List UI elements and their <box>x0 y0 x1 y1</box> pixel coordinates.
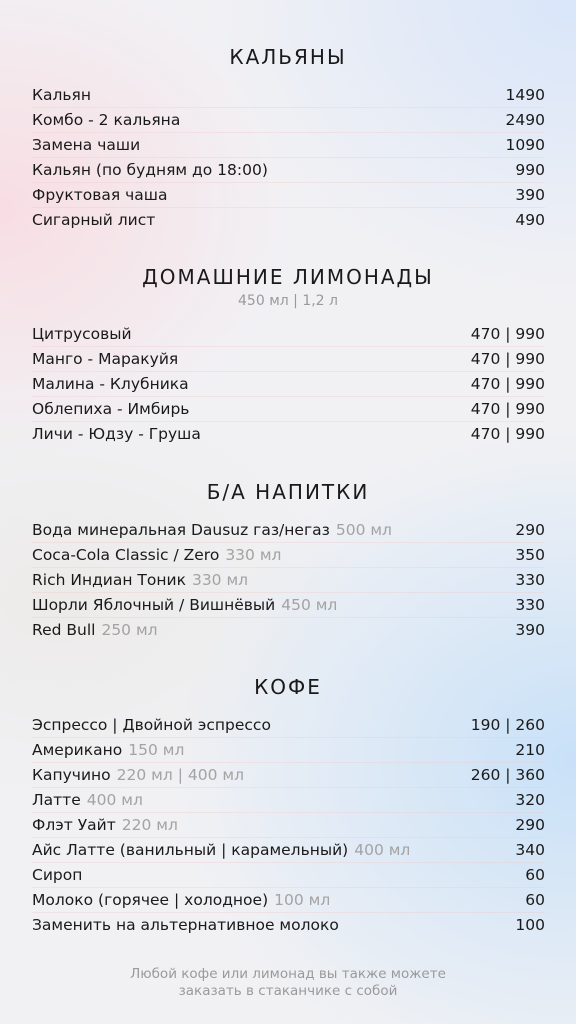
list-item <box>32 593 545 618</box>
list-item <box>32 888 545 913</box>
section-title: КАЛЬЯНЫ <box>229 45 347 69</box>
item-name: Заменить на альтернативное молоко <box>32 916 339 934</box>
item-price: 210 <box>515 741 545 759</box>
lemonades-list <box>32 322 545 447</box>
list-item <box>32 322 545 347</box>
list-item <box>32 813 545 838</box>
item-name: Малина - Клубника <box>32 375 189 393</box>
list-item <box>32 518 545 543</box>
item-volume: 250 мл <box>101 621 158 639</box>
item-name: Личи - Юдзу - Груша <box>32 425 201 443</box>
list-item <box>32 158 545 183</box>
item-price: 1090 <box>505 136 545 154</box>
item-volume: 400 мл <box>354 841 411 859</box>
item-volume: 400 мл <box>86 791 143 809</box>
item-volume: 150 мл <box>128 741 185 759</box>
coffee-list <box>32 713 545 938</box>
item-price: 470 | 990 <box>470 425 545 443</box>
item-price: 470 | 990 <box>470 350 545 368</box>
item-name: Капучино <box>32 766 111 784</box>
item-price: 390 <box>515 621 545 639</box>
list-item <box>32 183 545 208</box>
soft-drinks-list <box>32 518 545 643</box>
item-price: 2490 <box>505 111 545 129</box>
footer-line: заказать в стаканчике с собой <box>178 983 398 999</box>
section-subtitle: 450 мл | 1,2 л <box>238 293 338 309</box>
item-name: Латте <box>32 791 81 809</box>
item-price: 330 <box>515 571 545 589</box>
list-item <box>32 133 545 158</box>
hookah-list <box>32 83 545 233</box>
section-title: Б/А НАПИТКИ <box>206 480 370 504</box>
list-item <box>32 863 545 888</box>
section-title: КОФЕ <box>254 675 322 699</box>
list-item <box>32 83 545 108</box>
item-name: Флэт Уайт <box>32 816 116 834</box>
footer-note <box>0 966 576 1000</box>
item-price: 490 <box>515 211 545 229</box>
item-price: 60 <box>525 866 545 884</box>
item-price: 470 | 990 <box>470 325 545 343</box>
item-volume: 330 мл <box>191 571 249 589</box>
item-price: 1490 <box>505 86 545 104</box>
item-name: Шорли Яблочный / Вишнёвый <box>32 596 276 614</box>
item-price: 330 <box>515 596 545 614</box>
item-volume: 220 мл <box>121 816 178 834</box>
item-price: 470 | 990 <box>470 375 545 393</box>
list-item <box>32 108 545 133</box>
item-name: Американо <box>32 741 123 759</box>
list-item <box>32 788 545 813</box>
list-item <box>32 618 545 643</box>
section-hookah <box>0 42 576 72</box>
item-name: Айс Латте (ванильный | карамельный) <box>32 841 349 859</box>
item-price: 60 <box>525 891 545 909</box>
item-name: Coca-Cola Classic / Zero <box>32 546 220 564</box>
item-name: Вода минеральная Dausuz газ/негаз <box>32 521 330 539</box>
item-name: Облепиха - Имбирь <box>32 400 190 418</box>
item-name: Сигарный лист <box>32 211 156 229</box>
item-name: Rich Индиан Тоник <box>32 571 186 589</box>
item-volume: 100 мл <box>274 891 331 909</box>
item-volume: 330 мл <box>225 546 282 564</box>
item-volume: 220 мл | 400 мл <box>116 766 244 784</box>
list-item <box>32 422 545 447</box>
item-name: Кальян (по будням до 18:00) <box>32 161 268 179</box>
list-item <box>32 347 545 372</box>
section-lemonades <box>0 262 576 310</box>
item-name: Red Bull <box>32 621 96 639</box>
item-name: Замена чаши <box>32 136 141 154</box>
list-item <box>32 713 545 738</box>
item-name: Эспрессо | Двойной эспрессо <box>32 716 271 734</box>
list-item <box>32 763 545 788</box>
item-name: Молоко (горячее | холодное) <box>32 891 269 909</box>
list-item <box>32 397 545 422</box>
list-item <box>32 568 545 593</box>
item-price: 990 <box>515 161 545 179</box>
item-price: 340 <box>515 841 545 859</box>
item-volume: 450 мл <box>281 596 338 614</box>
item-name: Комбо - 2 кальяна <box>32 111 181 129</box>
item-name: Манго - Маракуйя <box>32 350 179 368</box>
item-name: Цитрусовый <box>32 325 132 343</box>
item-name: Сироп <box>32 866 83 884</box>
item-volume: 500 мл <box>335 521 392 539</box>
item-price: 290 <box>515 816 545 834</box>
item-price: 260 | 360 <box>470 766 545 784</box>
section-coffee <box>0 672 576 702</box>
item-price: 100 <box>515 916 545 934</box>
item-price: 190 | 260 <box>470 716 545 734</box>
item-price: 390 <box>515 186 545 204</box>
footer-line: Любой кофе или лимонад вы также можете <box>130 966 446 982</box>
list-item <box>32 838 545 863</box>
section-soft-drinks <box>0 477 576 507</box>
item-name: Фруктовая чаша <box>32 186 168 204</box>
list-item <box>32 913 545 938</box>
item-price: 320 <box>515 791 545 809</box>
list-item <box>32 738 545 763</box>
item-price: 350 <box>515 546 545 564</box>
list-item <box>32 208 545 233</box>
list-item <box>32 372 545 397</box>
list-item <box>32 543 545 568</box>
item-price: 290 <box>515 521 545 539</box>
section-title: ДОМАШНИЕ ЛИМОНАДЫ <box>142 265 434 289</box>
item-name: Кальян <box>32 86 92 104</box>
item-price: 470 | 990 <box>470 400 545 418</box>
